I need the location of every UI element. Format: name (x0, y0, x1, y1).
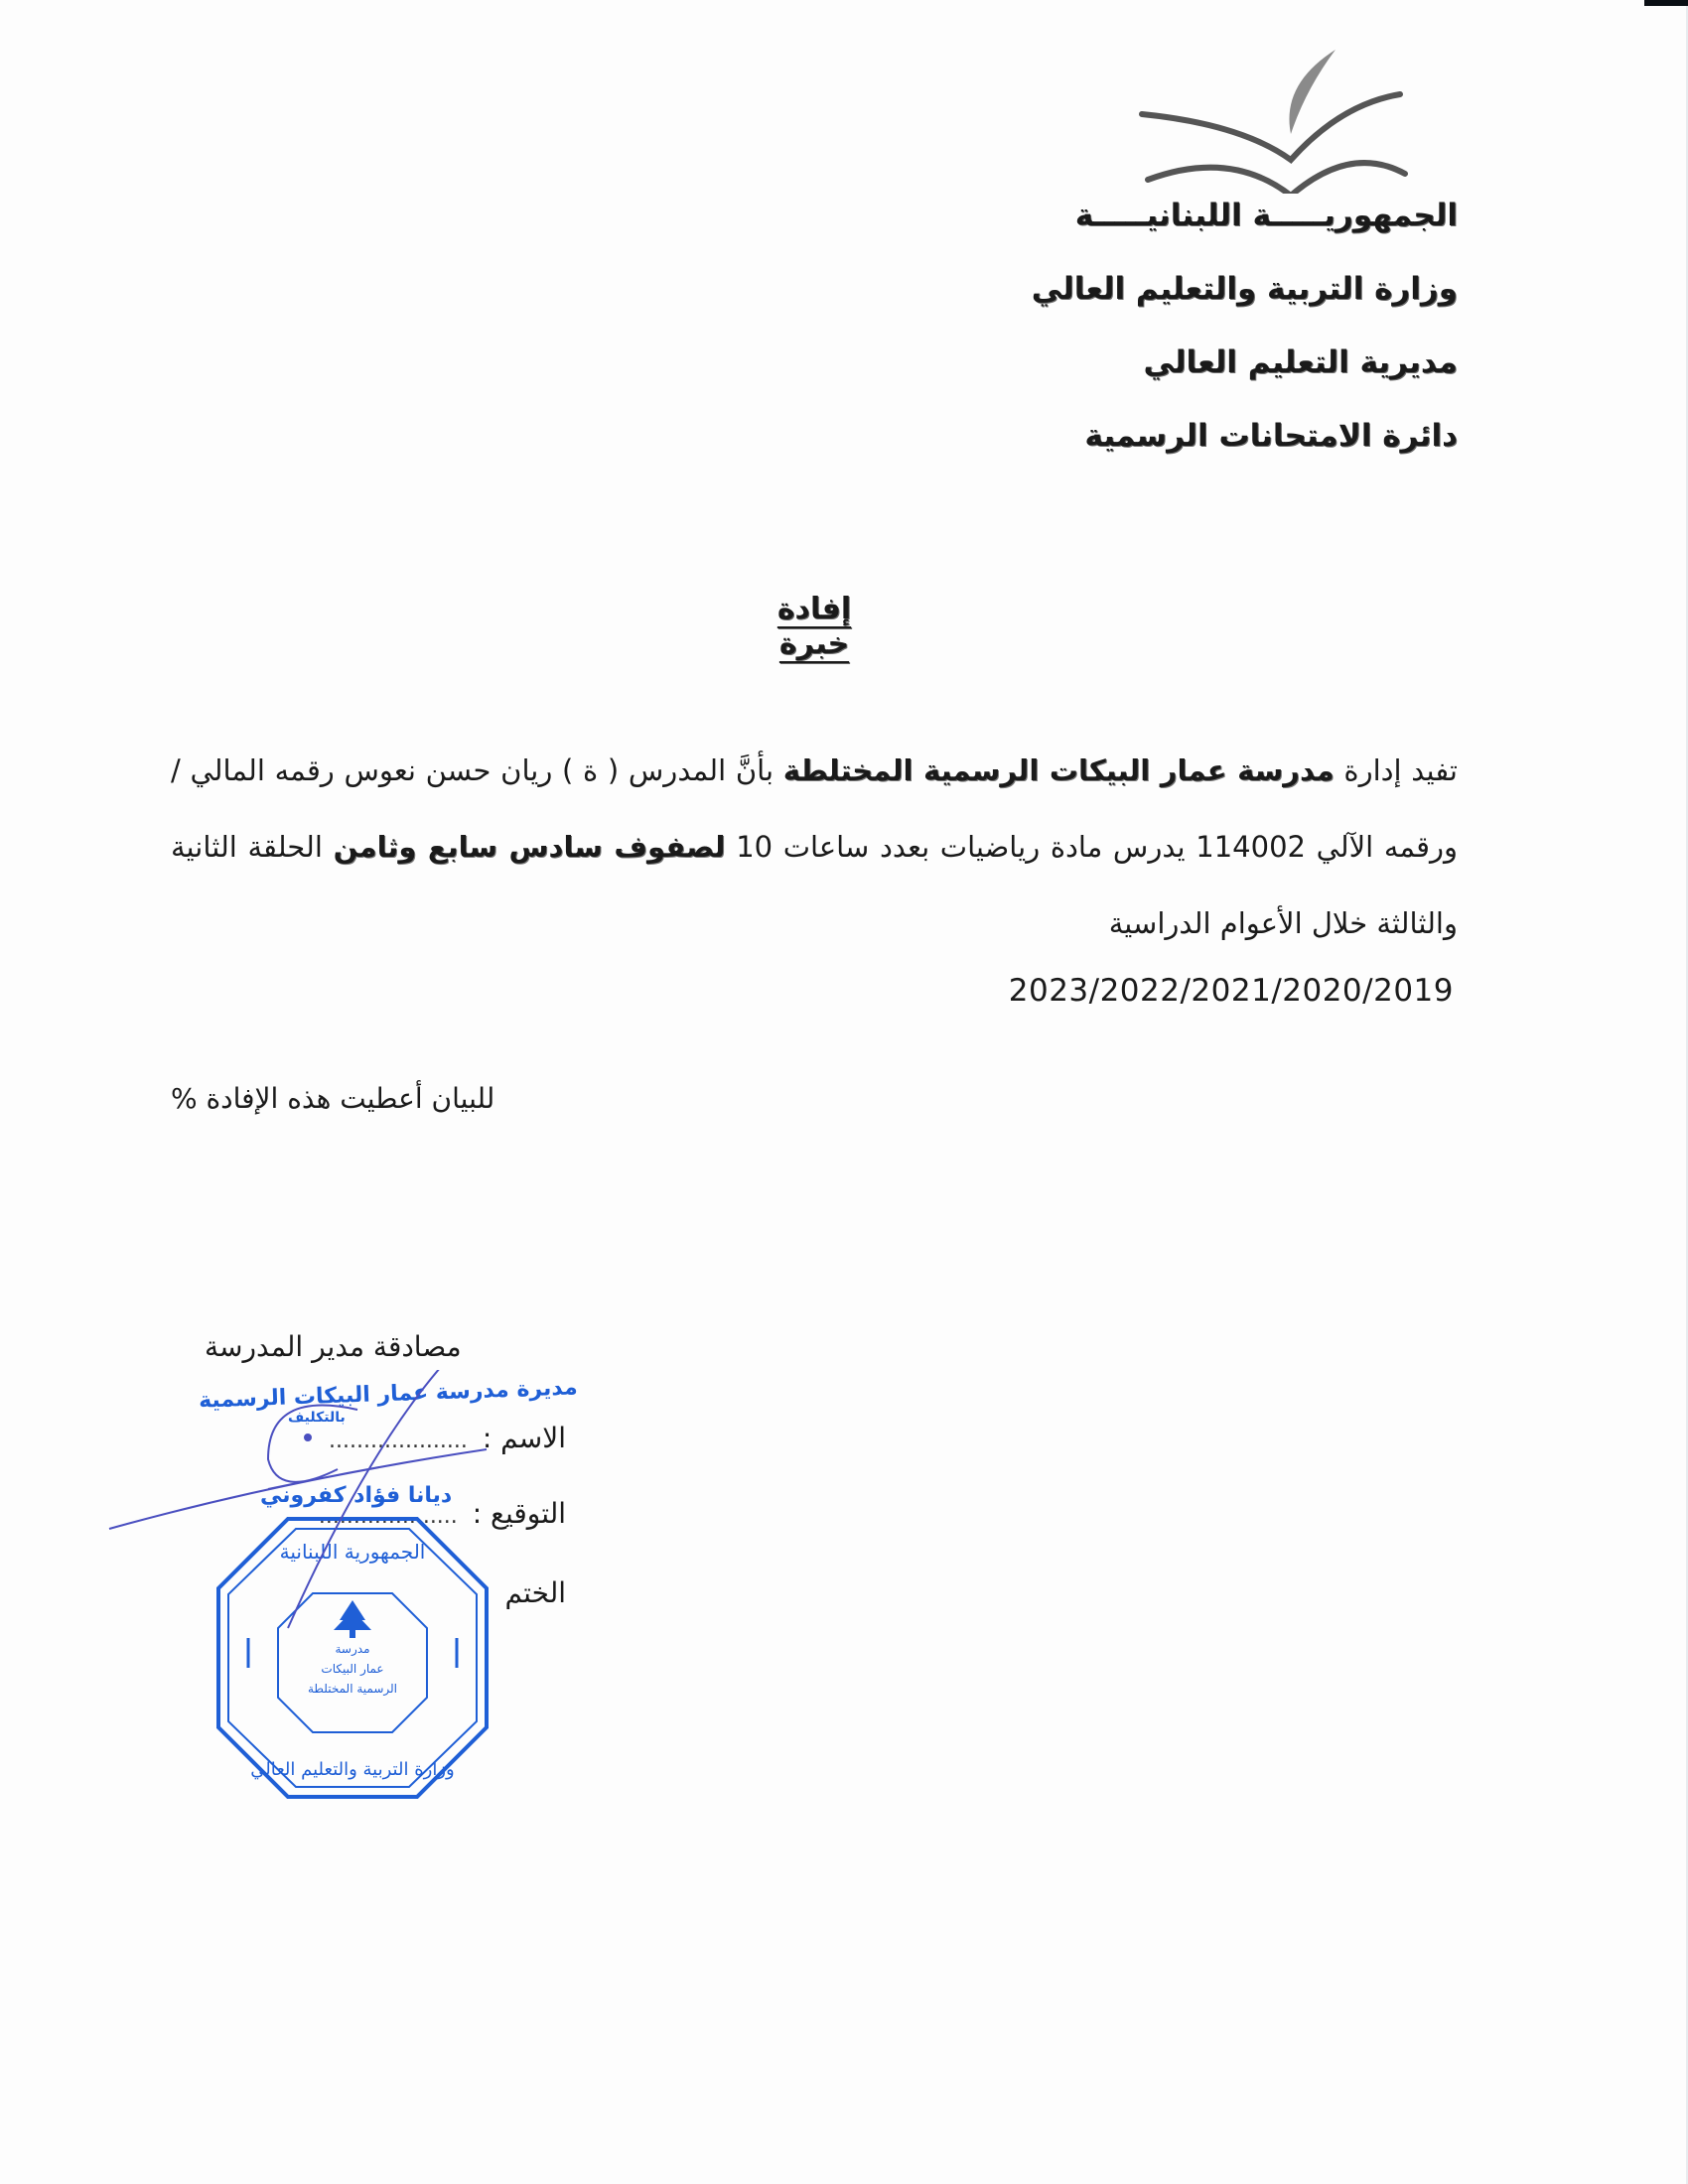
document-title: إفادة خبرة (776, 592, 852, 661)
body-teacher-info: بأنَّ المدرس ( ة ) ريان حسن نعوس رقمه المالي / ورقمه الآلي 114002 يدرس مادة رياضيات بعدد ساعات 10 (171, 753, 1459, 864)
name-dots: .................... (329, 1429, 468, 1453)
principal-approval-label: مصادقة مدير المدرسة (205, 1330, 462, 1363)
seal-outer-top: الجمهورية اللبنانية (279, 1540, 426, 1564)
letterhead-directorate: مديرية التعليم العالي (1143, 344, 1458, 380)
seal-and-signature (89, 1370, 606, 1827)
seal-inner-line-3: الرسمية المختلطة (307, 1682, 398, 1696)
body-intro: تفيد إدارة (1343, 753, 1458, 787)
seal-label: الختم (504, 1576, 566, 1609)
body-cycles: الحلقة الثانية والثالثة خلال الأعوام الدراسية (171, 830, 1458, 940)
handwritten-signature (109, 1370, 487, 1628)
signature-label: التوقيع : (472, 1497, 566, 1530)
signature-dots: .................... (318, 1504, 458, 1529)
stamp-assignment: بالتكليف (288, 1410, 346, 1426)
school-name: مدرسة عمار البيكات الرسمية المختلطة (782, 753, 1335, 787)
academic-years: 2023/2022/2021/2020/2019 (1008, 973, 1454, 1009)
seal-inner-line-2: عمار البيكات (321, 1662, 384, 1676)
letterhead-department: دائرة الامتحانات الرسمية (1084, 418, 1458, 454)
seal-outer-bottom: وزارة التربية والتعليم العالي (250, 1759, 455, 1780)
seal-inner-line-1: مدرسة (335, 1642, 370, 1656)
certificate-body (171, 733, 1458, 962)
letterhead (1032, 197, 1458, 490)
closing-statement: للبيان أعطيت هذه الإفادة % (171, 1082, 495, 1115)
cedar-tree-icon (334, 1600, 371, 1638)
scan-corner-mark (1644, 0, 1688, 6)
name-label: الاسم : (482, 1422, 566, 1454)
letterhead-republic: الجمهوريـــــة اللبنانيـــــة (1074, 198, 1458, 233)
open-book-quill-icon (1112, 35, 1410, 194)
letterhead-ministry: وزارة التربية والتعليم العالي (1031, 271, 1458, 307)
stamp-principal-name: ديانا فؤاد كفروني (260, 1483, 453, 1508)
body-classes: لصفوف سادس سابع وثامن (333, 830, 726, 864)
stamp-principal-title: مديرة مدرسة عمار البيكات الرسمية (198, 1375, 579, 1414)
